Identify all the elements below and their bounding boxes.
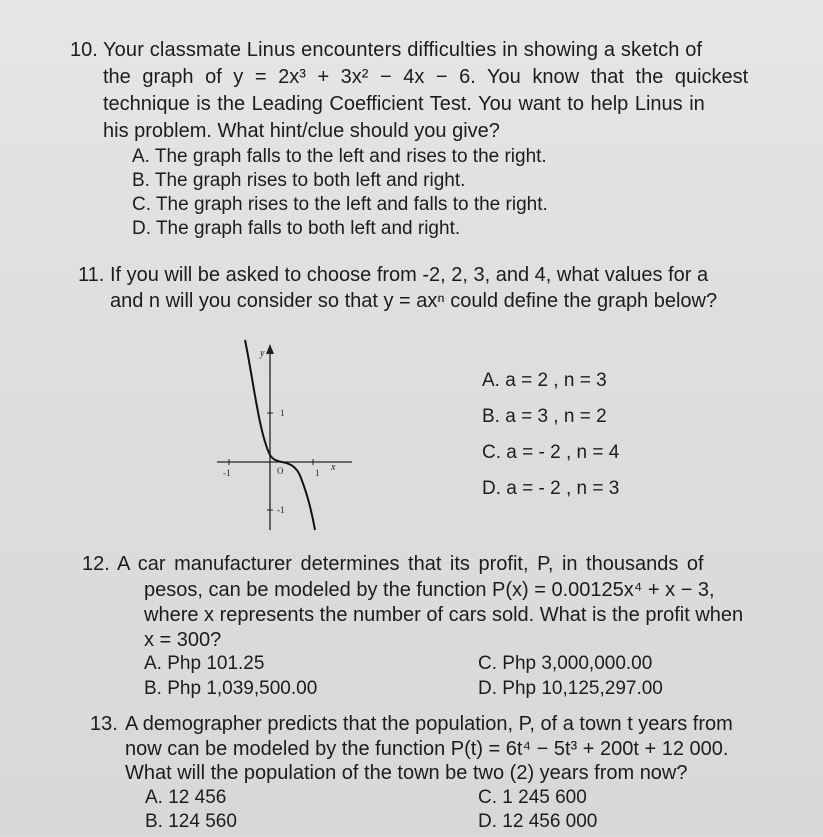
question-11 <box>78 263 778 323</box>
question-text-line: now can be modeled by the function P(t) = 6t⁴ − 5t³ + 200t + 12 000. <box>125 738 729 760</box>
option-a[interactable]: A. Php 101.25 <box>144 653 265 674</box>
question-text-line: technique is the Leading Coefficient Test. You want to help Linus in <box>103 93 705 115</box>
y-axis-label: y <box>260 348 265 359</box>
x-tick-label-pos: 1 <box>315 468 320 478</box>
option-d[interactable]: D. a = - 2 , n = 3 <box>482 478 620 499</box>
question-number: 12. <box>82 553 110 575</box>
origin-label: O <box>277 466 284 476</box>
x-axis-label: x <box>331 462 336 473</box>
question-12 <box>82 552 782 702</box>
question-13 <box>90 712 790 837</box>
option-d[interactable]: D. Php 10,125,297.00 <box>478 678 663 699</box>
question-text-line: If you will be asked to choose from -2, 2, 3, and 4, what values for a <box>110 264 709 286</box>
cubic-curve <box>245 340 315 530</box>
question-number: 10. <box>70 39 98 61</box>
question-text-line: What will the population of the town be two (2) years from now? <box>125 762 688 784</box>
option-b[interactable]: B. Php 1,039,500.00 <box>144 678 318 699</box>
question-number: 13. <box>90 713 118 735</box>
option-d[interactable]: D. The graph falls to both left and right. <box>132 218 461 239</box>
question-text-line: where x represents the number of cars sold. What is the profit when <box>144 604 744 626</box>
question-text-line: pesos, can be modeled by the function P(x) = 0.00125x⁴ + x − 3, <box>144 579 715 601</box>
option-b[interactable]: B. The graph rises to both left and right. <box>132 170 466 191</box>
cubic-graph <box>215 338 355 533</box>
question-text-line: and n will you consider so that y = axⁿ could define the graph below? <box>110 290 718 312</box>
question-text-line: the graph of y = 2x³ + 3x² − 4x − 6. You know that the quickest <box>103 66 749 88</box>
option-a[interactable]: A. The graph falls to the left and rises to the right. <box>132 146 547 167</box>
x-tick-label-neg: -1 <box>223 468 231 478</box>
option-a[interactable]: A. 12 456 <box>145 787 227 808</box>
option-c[interactable]: C. Php 3,000,000.00 <box>478 653 653 674</box>
option-c[interactable]: C. 1 245 600 <box>478 787 587 808</box>
option-d[interactable]: D. 12 456 000 <box>478 811 598 832</box>
option-c[interactable]: C. a = - 2 , n = 4 <box>482 442 620 463</box>
question-number: 11. <box>78 264 105 286</box>
option-b[interactable]: B. a = 3 , n = 2 <box>482 406 607 427</box>
option-a[interactable]: A. a = 2 , n = 3 <box>482 370 607 391</box>
option-b[interactable]: B. 124 560 <box>145 811 237 832</box>
question-text-line: A car manufacturer determines that its profit, P, in thousands of <box>117 553 704 575</box>
question-text-line: x = 300? <box>144 629 222 651</box>
y-axis-arrow <box>266 344 274 354</box>
question-text-line: Your classmate Linus encounters difficulties in showing a sketch of <box>103 39 703 61</box>
question-text-line: his problem. What hint/clue should you give? <box>103 120 500 142</box>
y-tick-label-pos: 1 <box>280 408 285 418</box>
y-tick-label-neg: -1 <box>277 505 285 515</box>
question-text-line: A demographer predicts that the population, P, of a town t years from <box>125 713 733 735</box>
question-10 <box>70 38 770 248</box>
option-c[interactable]: C. The graph rises to the left and falls to the right. <box>132 194 548 215</box>
